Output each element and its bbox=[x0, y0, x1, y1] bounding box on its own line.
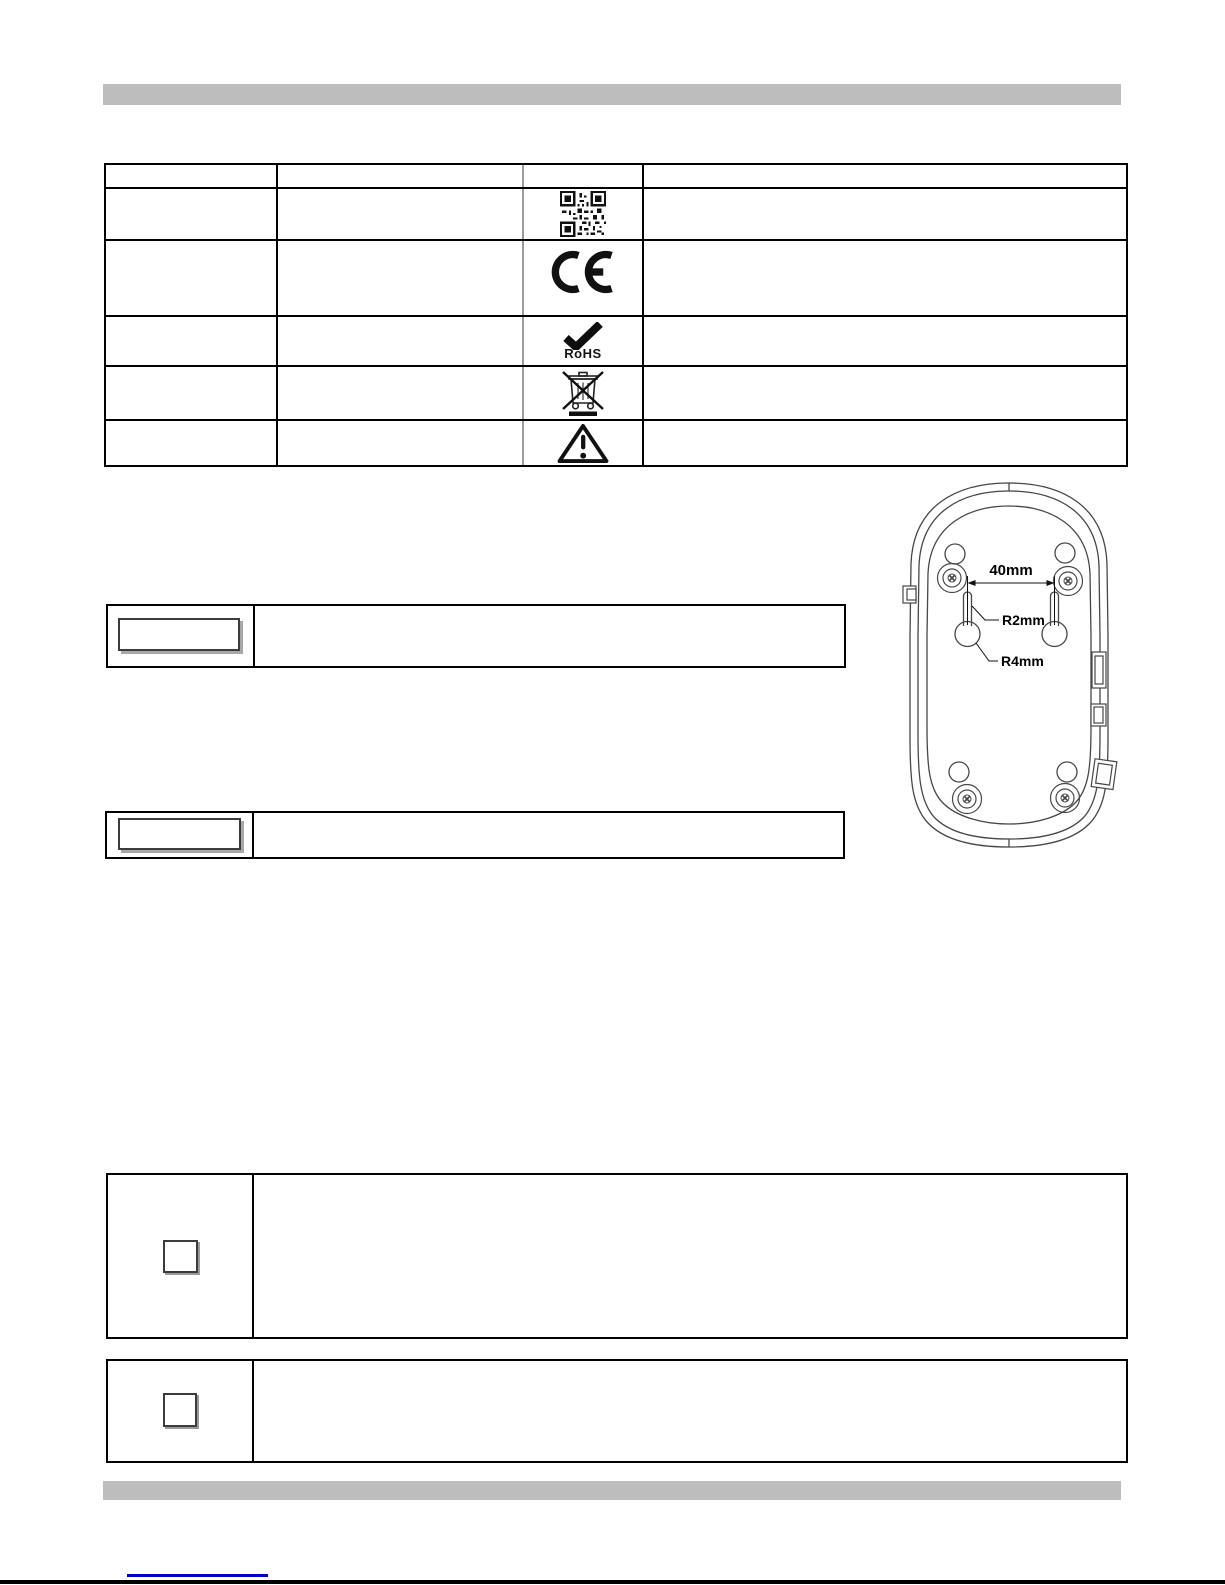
note-box-1-text-cell bbox=[255, 606, 844, 666]
header-cell-3 bbox=[522, 165, 642, 187]
table-row-rohs bbox=[106, 315, 1126, 365]
header-cell-4 bbox=[642, 165, 1126, 187]
instruction-box-1 bbox=[106, 1173, 1128, 1339]
table-row-qr bbox=[106, 187, 1126, 239]
note-label-badge-1 bbox=[118, 618, 240, 651]
checkbox-1[interactable] bbox=[163, 1240, 198, 1273]
compliance-table bbox=[104, 163, 1128, 467]
side-ports-right bbox=[1091, 652, 1117, 790]
instruction-box-2-check-cell bbox=[108, 1361, 254, 1461]
ce-mark-icon bbox=[549, 249, 617, 295]
keyslot-radius-label: R2mm bbox=[1002, 612, 1045, 628]
r2mm-leader bbox=[972, 606, 999, 620]
footer-link-underline[interactable] bbox=[127, 1574, 268, 1577]
top-accent-bar bbox=[103, 84, 1121, 105]
warning-triangle-icon bbox=[555, 422, 611, 465]
header-cell-1 bbox=[106, 165, 276, 187]
table-row-ce bbox=[106, 239, 1126, 315]
instruction-box-2 bbox=[106, 1359, 1128, 1463]
table-row-warning bbox=[106, 419, 1126, 465]
keyhole-radius-label: R4mm bbox=[1001, 653, 1044, 669]
note-box-2 bbox=[105, 811, 845, 859]
note-label-badge-2 bbox=[118, 818, 241, 850]
instruction-box-2-text-cell bbox=[254, 1361, 1126, 1461]
note-box-2-text-cell bbox=[254, 813, 843, 857]
r4mm-leader bbox=[976, 643, 998, 661]
table-header-row bbox=[106, 165, 1126, 187]
note-box-2-label-cell bbox=[107, 813, 254, 857]
side-connector-left bbox=[903, 586, 916, 603]
instruction-box-1-text-cell bbox=[254, 1175, 1126, 1337]
device-bottom-view-drawing bbox=[898, 476, 1120, 854]
checkbox-2[interactable] bbox=[163, 1393, 197, 1427]
note-box-1 bbox=[106, 604, 846, 668]
bottom-accent-bar bbox=[103, 1481, 1121, 1500]
rohs-label: RoHS bbox=[564, 346, 602, 361]
note-box-1-label-cell bbox=[108, 606, 255, 666]
header-cell-2 bbox=[276, 165, 522, 187]
page-bottom-edge bbox=[0, 1580, 1225, 1584]
hole-spacing-label: 40mm bbox=[989, 562, 1033, 579]
instruction-box-1-check-cell bbox=[108, 1175, 254, 1337]
table-row-weee bbox=[106, 365, 1126, 419]
qr-code-icon bbox=[560, 191, 606, 237]
weee-bin-icon bbox=[559, 369, 607, 417]
screw-posts bbox=[938, 564, 1083, 814]
